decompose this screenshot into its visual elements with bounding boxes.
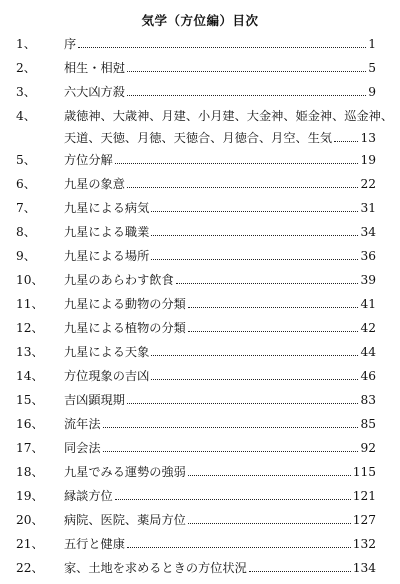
toc-entry — [16, 60, 376, 84]
dot-leader — [127, 547, 351, 548]
toc-entry-title: 相生・相尅 — [64, 61, 125, 75]
toc-entry-number: 10、 — [16, 273, 44, 287]
toc-entry-title: 九星による動物の分類 — [64, 297, 186, 311]
toc-entry-number: 19、 — [16, 489, 44, 503]
toc-entry — [16, 392, 376, 416]
toc-entry-number: 8、 — [16, 225, 36, 239]
toc-entry-title: 縁談方位 — [64, 489, 113, 503]
toc-entry-title: 九星による天象 — [64, 345, 150, 359]
toc-entry-page-number: 39 — [360, 273, 376, 287]
toc-entry — [16, 512, 376, 536]
toc-entry-title: 病院、医院、薬局方位 — [64, 513, 186, 527]
toc-entry-title: 流年法 — [64, 417, 101, 431]
toc-entry-page-number: 19 — [360, 153, 376, 167]
toc-entry-page-number: 31 — [360, 201, 376, 215]
toc-entry-number: 1、 — [16, 37, 36, 51]
toc-entry-title: 五行と健康 — [64, 537, 125, 551]
toc-entry-page-number: 85 — [360, 417, 376, 431]
dot-leader — [127, 187, 359, 188]
dot-leader — [188, 307, 359, 308]
table-of-contents — [16, 36, 394, 584]
toc-entry — [16, 320, 376, 344]
toc-entry-page-number: 83 — [360, 393, 376, 407]
toc-entry — [16, 108, 394, 152]
toc-entry-title: 九星でみる運勢の強弱 — [64, 465, 186, 479]
dot-leader — [151, 259, 358, 260]
toc-entry-page-number: 134 — [352, 561, 376, 575]
dot-leader — [188, 523, 351, 524]
toc-entry-title: 方位分解 — [64, 153, 113, 167]
toc-entry — [16, 368, 376, 392]
toc-entry-number: 3、 — [16, 85, 36, 99]
toc-entry-number: 22、 — [16, 561, 44, 575]
toc-entry-number: 20、 — [16, 513, 44, 527]
toc-entry-title: 六大凶方殺 — [64, 85, 125, 99]
dot-leader — [151, 355, 358, 356]
toc-entry — [16, 560, 376, 584]
toc-entry-page-number: 132 — [352, 537, 376, 551]
toc-entry-number: 4、 — [16, 109, 36, 123]
toc-entry-title: 序 — [64, 37, 77, 51]
toc-entry — [16, 296, 376, 320]
toc-entry-title: 九星による職業 — [64, 225, 150, 239]
toc-entry-number: 13、 — [16, 345, 44, 359]
toc-entry-title: 九星の象意 — [64, 177, 125, 191]
toc-entry-number: 12、 — [16, 321, 44, 335]
dot-leader — [151, 379, 358, 380]
toc-entry-number: 21、 — [16, 537, 44, 551]
toc-entry-number: 11、 — [16, 297, 44, 311]
toc-entry-page-number: 34 — [360, 225, 376, 239]
toc-entry-number: 6、 — [16, 177, 36, 191]
toc-entry-page-number: 115 — [352, 465, 376, 479]
toc-entry-title-continued: 天道、天徳、月徳、天徳合、月徳合、月空、生気 — [64, 131, 333, 145]
toc-entry-title: 同会法 — [64, 441, 101, 455]
toc-entry-page-number: 46 — [360, 369, 376, 383]
toc-entry — [16, 416, 376, 440]
toc-entry-page-number: 13 — [360, 131, 376, 145]
toc-entry — [16, 272, 376, 296]
toc-entry-title: 吉凶顕現期 — [64, 393, 125, 407]
toc-entry-title: 九星による病気 — [64, 201, 150, 215]
toc-entry-number: 18、 — [16, 465, 44, 479]
dot-leader — [103, 427, 359, 428]
toc-entry-number: 15、 — [16, 393, 44, 407]
toc-entry-page-number: 22 — [360, 177, 376, 191]
dot-leader — [188, 475, 351, 476]
toc-entry — [16, 248, 376, 272]
toc-entry — [16, 176, 376, 200]
dot-leader — [127, 95, 366, 96]
dot-leader — [78, 47, 366, 48]
dot-leader — [127, 71, 366, 72]
toc-entry-title: 家、土地を求めるときの方位状況 — [64, 561, 247, 575]
toc-entry-title: 九星のあらわす飲食 — [64, 273, 174, 287]
toc-entry — [16, 488, 376, 512]
toc-entry-number: 9、 — [16, 249, 36, 263]
toc-entry-page-number: 41 — [360, 297, 376, 311]
toc-entry — [16, 36, 376, 60]
dot-leader — [176, 283, 359, 284]
toc-entry-number: 5、 — [16, 153, 36, 167]
toc-entry — [16, 200, 376, 224]
toc-entry — [16, 84, 376, 108]
toc-entry — [16, 152, 376, 176]
toc-entry-number: 2、 — [16, 61, 36, 75]
toc-entry — [16, 224, 376, 248]
toc-entry-number: 7、 — [16, 201, 36, 215]
toc-entry-number: 16、 — [16, 417, 44, 431]
toc-entry — [16, 536, 376, 560]
dot-leader — [151, 235, 358, 236]
toc-entry-number: 17、 — [16, 441, 44, 455]
toc-entry-title: 九星による場所 — [64, 249, 150, 263]
dot-leader — [127, 403, 359, 404]
dot-leader — [334, 141, 358, 142]
dot-leader — [188, 331, 359, 332]
toc-entry-page-number: 42 — [360, 321, 376, 335]
toc-entry-page-number: 9 — [368, 85, 376, 99]
toc-entry — [16, 464, 376, 488]
toc-entry-title: 九星による植物の分類 — [64, 321, 186, 335]
toc-entry-page-number: 92 — [360, 441, 376, 455]
page-title: 気学（方位編）目次 — [141, 13, 259, 28]
dot-leader — [249, 571, 351, 572]
dot-leader — [115, 163, 359, 164]
dot-leader — [151, 211, 358, 212]
toc-entry-title: 方位現象の吉凶 — [64, 369, 150, 383]
toc-entry-title: 歳徳神、大歳神、月建、小月建、大金神、姫金神、巡金神、 — [64, 109, 394, 123]
toc-entry-page-number: 121 — [352, 489, 376, 503]
toc-entry — [16, 440, 376, 464]
toc-entry-number: 14、 — [16, 369, 44, 383]
dot-leader — [115, 499, 351, 500]
toc-entry-page-number: 36 — [360, 249, 376, 263]
toc-entry-page-number: 127 — [352, 513, 376, 527]
dot-leader — [103, 451, 359, 452]
toc-entry-page-number: 44 — [360, 345, 376, 359]
toc-entry — [16, 344, 376, 368]
toc-entry-page-number: 5 — [368, 61, 376, 75]
toc-entry-page-number: 1 — [368, 37, 376, 51]
